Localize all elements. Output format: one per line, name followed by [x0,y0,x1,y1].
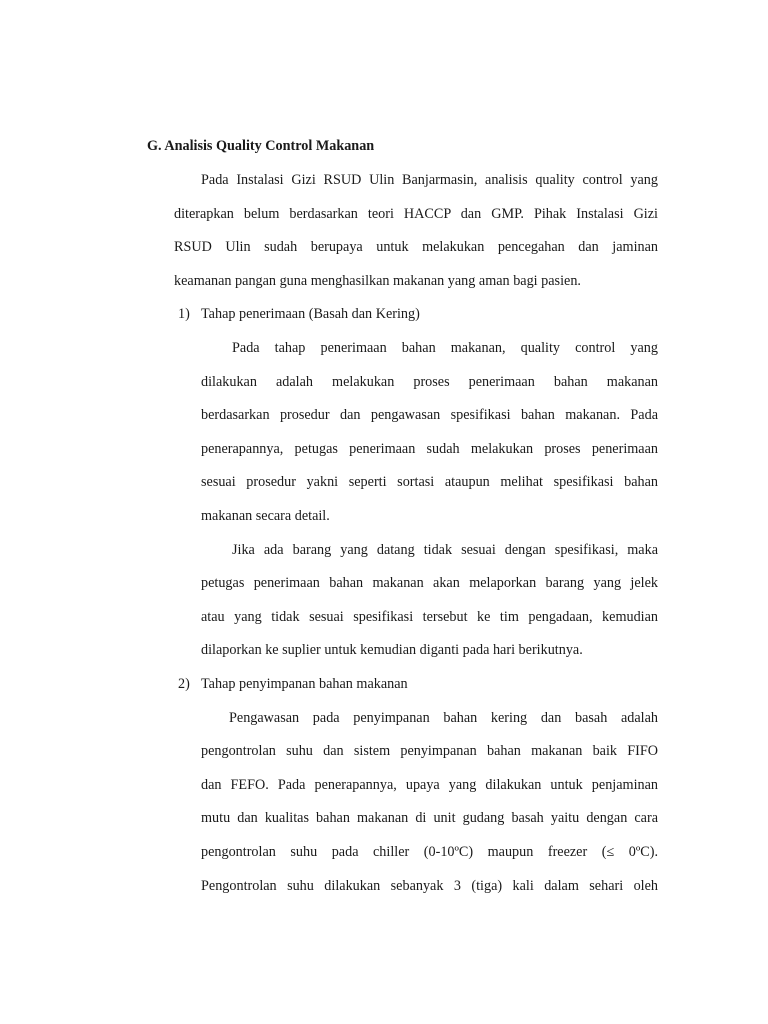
paragraph-line: berdasarkan prosedur dan pengawasan spesifikasi bahan makanan. Pada [201,407,658,423]
paragraph-line: Pengontrolan suhu dilakukan sebanyak 3 (tiga) kali dalam sehari oleh [201,878,658,894]
paragraph-line: sesuai prosedur yakni seperti sortasi ataupun melihat spesifikasi bahan [201,474,658,490]
paragraph-line: Pada tahap penerimaan bahan makanan, quality control yang [232,340,658,356]
paragraph-line: makanan secara detail. [201,508,330,524]
list-item-title: Tahap penyimpanan bahan makanan [201,676,408,692]
list-number: 2) [178,676,190,692]
paragraph-line: Jika ada barang yang datang tidak sesuai dengan spesifikasi, maka [232,542,658,558]
section-heading: G. Analisis Quality Control Makanan [147,138,375,154]
list-item-title: Tahap penerimaan (Basah dan Kering) [201,306,420,322]
paragraph-line: penerapannya, petugas penerimaan sudah melakukan proses penerimaan [201,441,658,457]
paragraph-line: Pengawasan pada penyimpanan bahan kering dan basah adalah [229,710,658,726]
paragraph-line: dan FEFO. Pada penerapannya, upaya yang dilakukan untuk penjaminan [201,777,658,793]
paragraph-line: pengontrolan suhu pada chiller (0-10ºC) maupun freezer (≤ 0ºC). [201,844,658,860]
paragraph-line: dilakukan adalah melakukan proses penerimaan bahan makanan [201,374,658,390]
intro-line: diterapkan belum berdasarkan teori HACCP dan GMP. Pihak Instalasi Gizi [174,206,658,222]
intro-line: RSUD Ulin sudah berupaya untuk melakukan pencegahan dan jaminan [174,239,658,255]
paragraph-line: pengontrolan suhu dan sistem penyimpanan bahan makanan baik FIFO [201,743,658,759]
paragraph-line: dilaporkan ke suplier untuk kemudian diganti pada hari berikutnya. [201,642,583,658]
paragraph-line: petugas penerimaan bahan makanan akan melaporkan barang yang jelek [201,575,658,591]
intro-line: keamanan pangan guna menghasilkan makanan yang aman bagi pasien. [174,273,581,289]
paragraph-line: mutu dan kualitas bahan makanan di unit gudang basah yaitu dengan cara [201,810,658,826]
paragraph-line: atau yang tidak sesuai spesifikasi tersebut ke tim pengadaan, kemudian [201,609,658,625]
intro-line: Pada Instalasi Gizi RSUD Ulin Banjarmasin, analisis quality control yang [201,172,658,188]
list-number: 1) [178,306,190,322]
